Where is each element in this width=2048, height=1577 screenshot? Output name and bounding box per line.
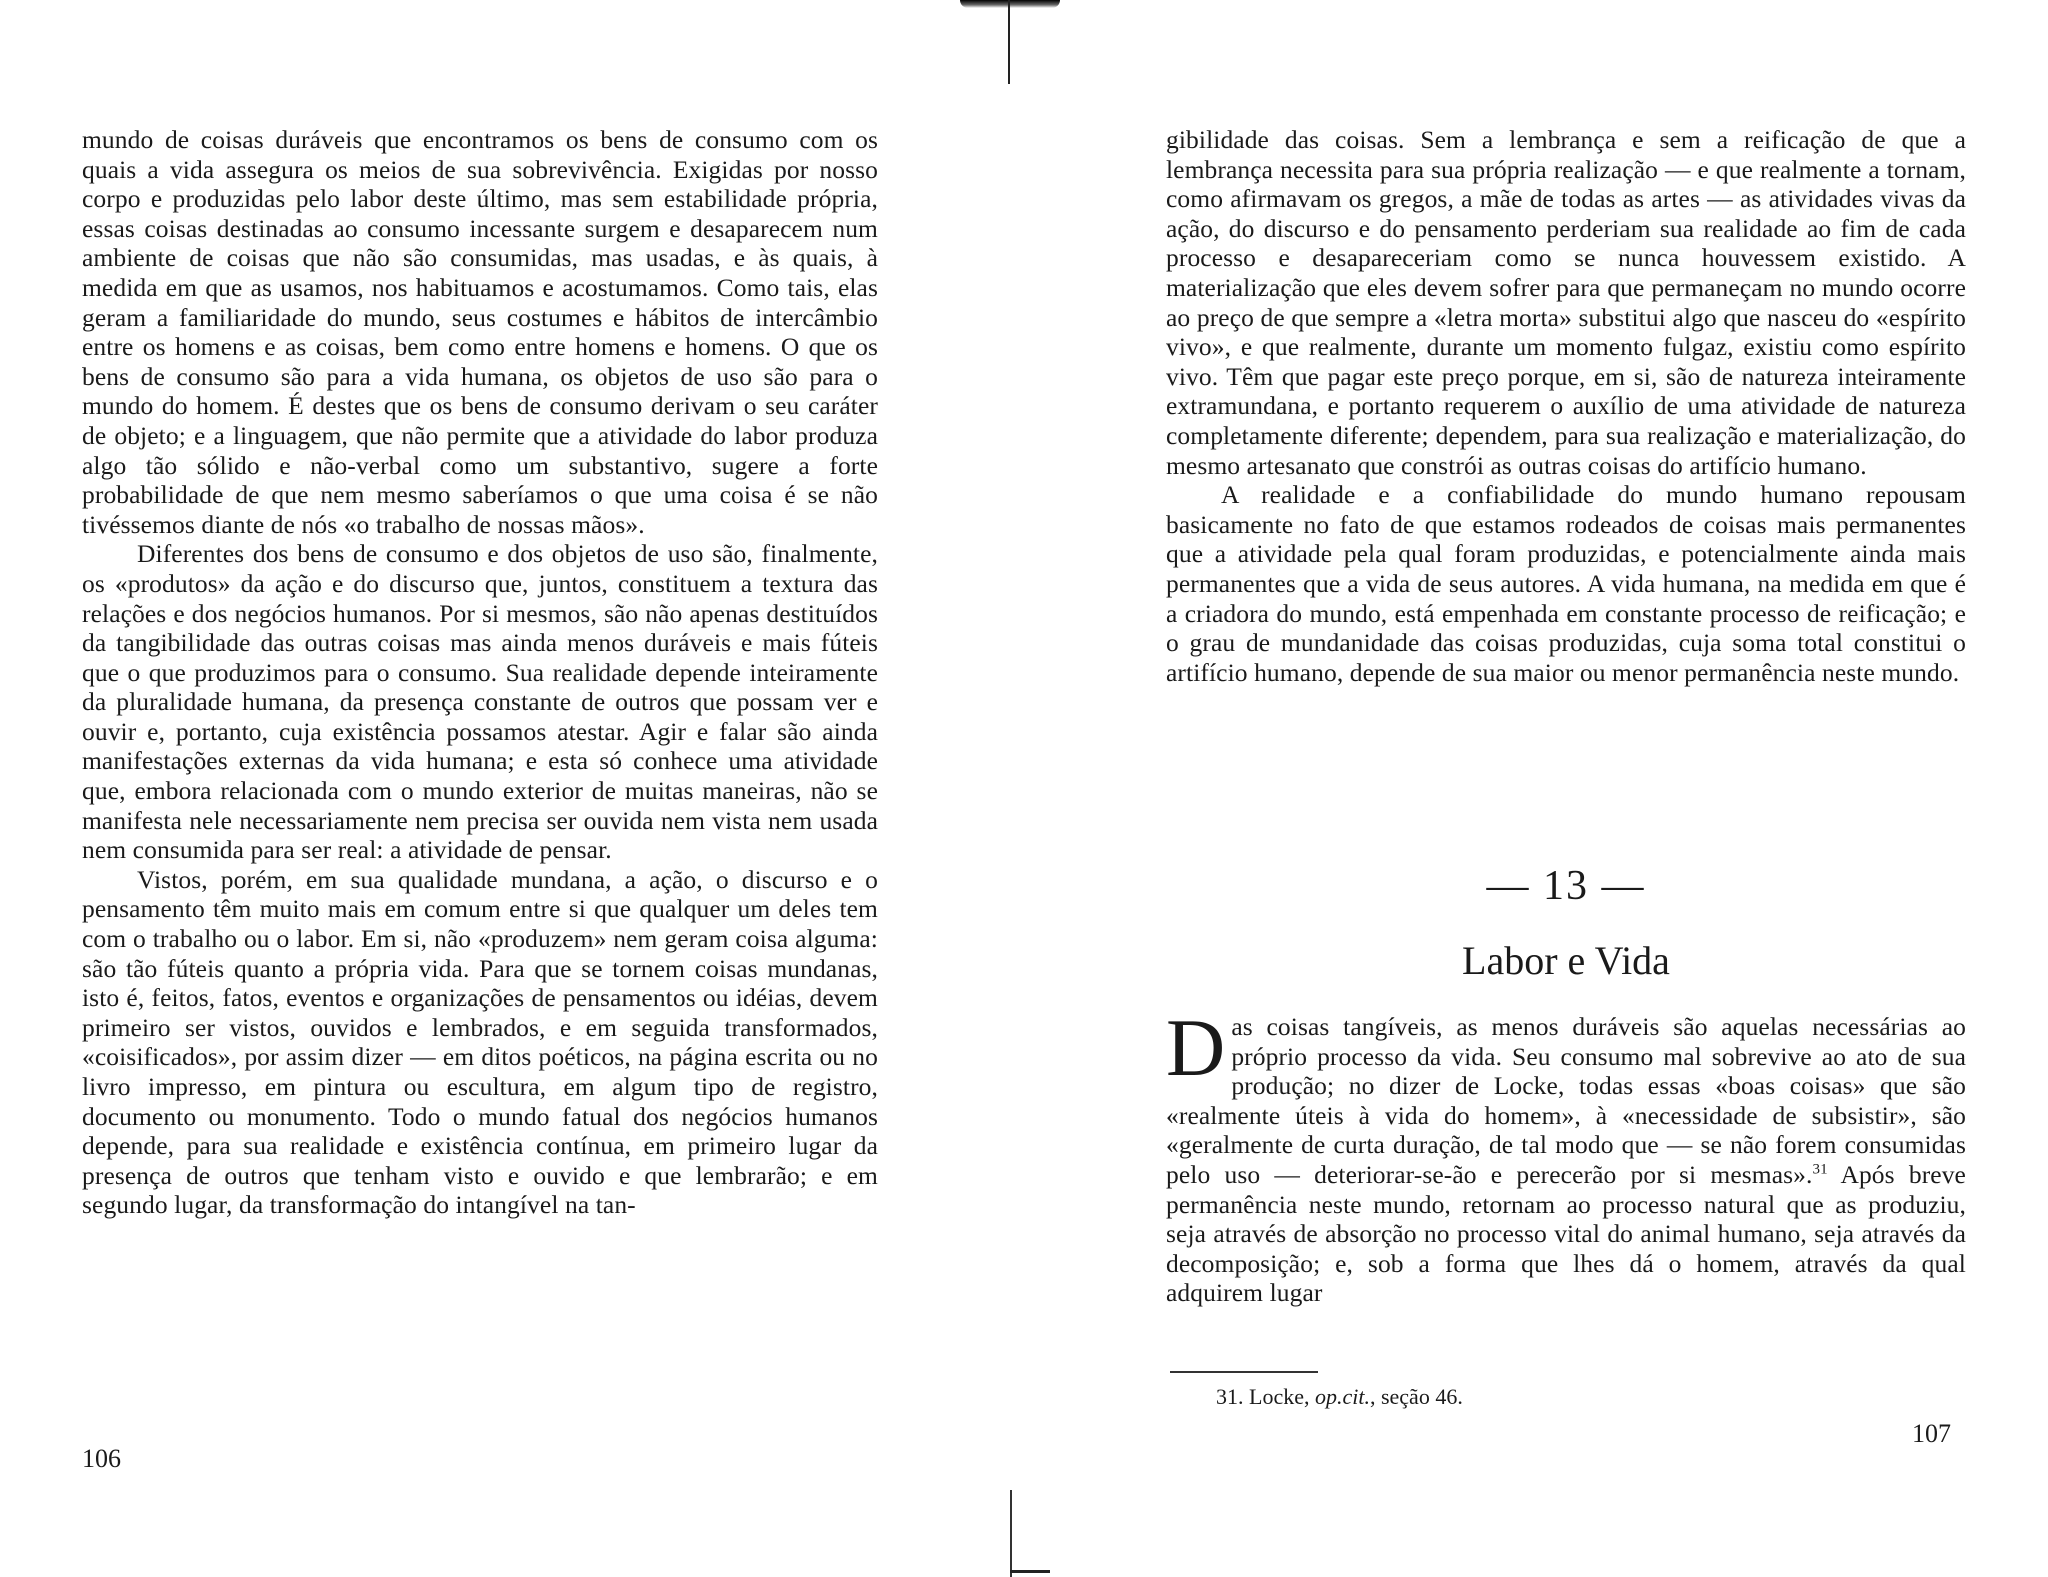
footnote-prefix: 31. Locke, xyxy=(1216,1384,1315,1409)
page-number-left: 106 xyxy=(82,1444,121,1473)
chapter-text-b: Após breve permanência neste mundo, retornam ao processo natural que as produziu, seja através de absorção no processo vital do animal humano, seja através da decomposição; e, sob a forma que lhes dá o homem, através da qual adquirem lugar xyxy=(1166,1159,1966,1308)
right-paragraph-1: gibilidade das coisas. Sem a lembrança e sem a reificação de que a lembrança necessita para sua própria realização — e que realmente a tornam, como afirmavam os gregos, a mãe de todas as artes — as atividades vivas da ação, do discurso e do pensamento perderiam sua realidade ao fim de cada processo e desapareceriam como se nunca houvessem existido. A materialização que eles devem sofrer para que permaneçam no mundo ocorre ao preço de que sempre a «letra morta» substitui algo que nasceu do «espírito vivo», e que realmente, durante um momento fulgaz, existiu como espírito vivo. Têm que pagar este preço porque, em si, são de natureza inteiramente extramundana, e portanto requerem o auxílio de uma atividade de natureza completamente diferente; dependem, para sua realização e materialização, do mesmo artesanato que constrói as outras coisas do artifício humano. xyxy=(1166,125,1966,480)
drop-cap: D xyxy=(1166,1002,1226,1093)
left-page xyxy=(82,125,878,1220)
gutter-mark-bottom xyxy=(1010,1570,1050,1573)
chapter-paragraph xyxy=(1166,1002,1966,1308)
left-paragraph-1: mundo de coisas duráveis que encontramos os bens de consumo com os quais a vida assegura os meios de sua sobrevivência. Exigidas por nosso corpo e produzidas pelo labor deste último, mas sem estabilidade própria, essas coisas destinadas ao consumo incessante surgem e desaparecem num ambiente de coisas que não são consumidas, mas usadas, e às quais, à medida em que as usamos, nos habituamos e acostumamos. Como tais, elas geram a familiaridade do mundo, seus costumes e hábitos de intercâmbio entre os homens e as coisas, bem como entre homens e homens. O que os bens de consumo são para a vida humana, os objetos de uso são para o mundo do homem. É destes que os bens de consumo derivam o seu caráter de objeto; e a linguagem, que não permite que a atividade do labor produza algo tão sólido e não-verbal como um substantivo, sugere a forte probabilidade de que nem mesmo saberíamos o que uma coisa é se não tivéssemos diante de nós «o trabalho de nossas mãos». xyxy=(82,125,878,539)
right-page xyxy=(1166,125,1966,687)
left-paragraph-3: Vistos, porém, em sua qualidade mundana, a ação, o discurso e o pensamento têm muito mais em comum entre si que qualquer um deles tem com o trabalho ou o labor. Em si, não «produzem» nem geram coisa alguma: são tão fúteis quanto a própria vida. Para que se tornem coisas mundanas, isto é, feitos, fatos, eventos e organizações de pensamentos ou idéias, devem primeiro ser vistos, ouvidos e lembrados, e em seguida transformados, «coisificados», por assim dizer — em ditos poéticos, na página escrita ou no livro impresso, em pintura ou escultura, em algum tipo de registro, documento ou monumento. Todo o mundo fatual dos negócios humanos depende, para sua realidade e existência contínua, em primeiro lugar da presença de outros que tenham visto e ouvido e que lembrarão; e em segundo lugar, da transformação do intangível na tan- xyxy=(82,864,878,1220)
chapter-body xyxy=(1166,1002,1966,1308)
footnote-rule xyxy=(1170,1371,1318,1373)
left-paragraph-2: Diferentes dos bens de consumo e dos objetos de uso são, finalmente, os «produtos» da ação e do discurso que, juntos, constituem a textura das relações e dos negócios humanos. Por si mesmos, são não apenas destituídos da tangibilidade das outras coisas mas ainda menos duráveis e mais fúteis que o que produzimos para o consumo. Sua realidade depende inteiramente da pluralidade humana, da presença constante de outros que possam ver e ouvir e, portanto, cuja existência possamos atestar. Agir e falar são ainda manifestações externas da vida humana; e esta só conhece uma atividade que, embora relacionada com o mundo exterior de muitas maneiras, não se manifesta nele necessariamente nem precisa ser ouvida nem vista nem usada nem consumida para ser real: a atividade de pensar. xyxy=(82,539,878,865)
chapter-text-a: as coisas tangíveis, as menos duráveis são aquelas necessárias ao próprio processo da vida. Seu consumo mal sobrevive ao ato de sua produção; no dizer de Locke, todas essas «boas coisas» que são «realmente úteis à vida do homem», à «necessidade de subsistir», são «geralmente de curta duração, de tal modo que — se não forem consumidas pelo uso — deteriorar-se-ão e perecerão por si mesmas». xyxy=(1166,1012,1966,1189)
footnote-italic: op.cit. xyxy=(1314,1384,1370,1409)
page-number-right: 107 xyxy=(1912,1419,1951,1448)
right-paragraph-2: A realidade e a confiabilidade do mundo humano repousam basicamente no fato de que estamos rodeados de coisas mais permanentes que a atividade pela qual foram produzidas, e potencialmente ainda mais permanentes que a vida de seus autores. A vida humana, na medida em que é a criadora do mundo, está empenhada em constante processo de reificação; e o grau de mundanidade das coisas produzidas, cuja soma total constitui o artifício humano, depende de sua maior ou menor permanência neste mundo. xyxy=(1166,480,1966,687)
footnote-suffix: , seção 46. xyxy=(1369,1384,1463,1409)
footnote xyxy=(1216,1384,1463,1410)
gutter-line-top xyxy=(1008,0,1010,84)
chapter-number: — 13 — xyxy=(1486,863,1646,909)
footnote-ref[interactable]: 31 xyxy=(1812,1161,1828,1178)
gutter-shadow-top xyxy=(960,0,1060,8)
chapter-title: Labor e Vida xyxy=(1462,938,1670,983)
gutter-line-bottom xyxy=(1010,1490,1012,1577)
